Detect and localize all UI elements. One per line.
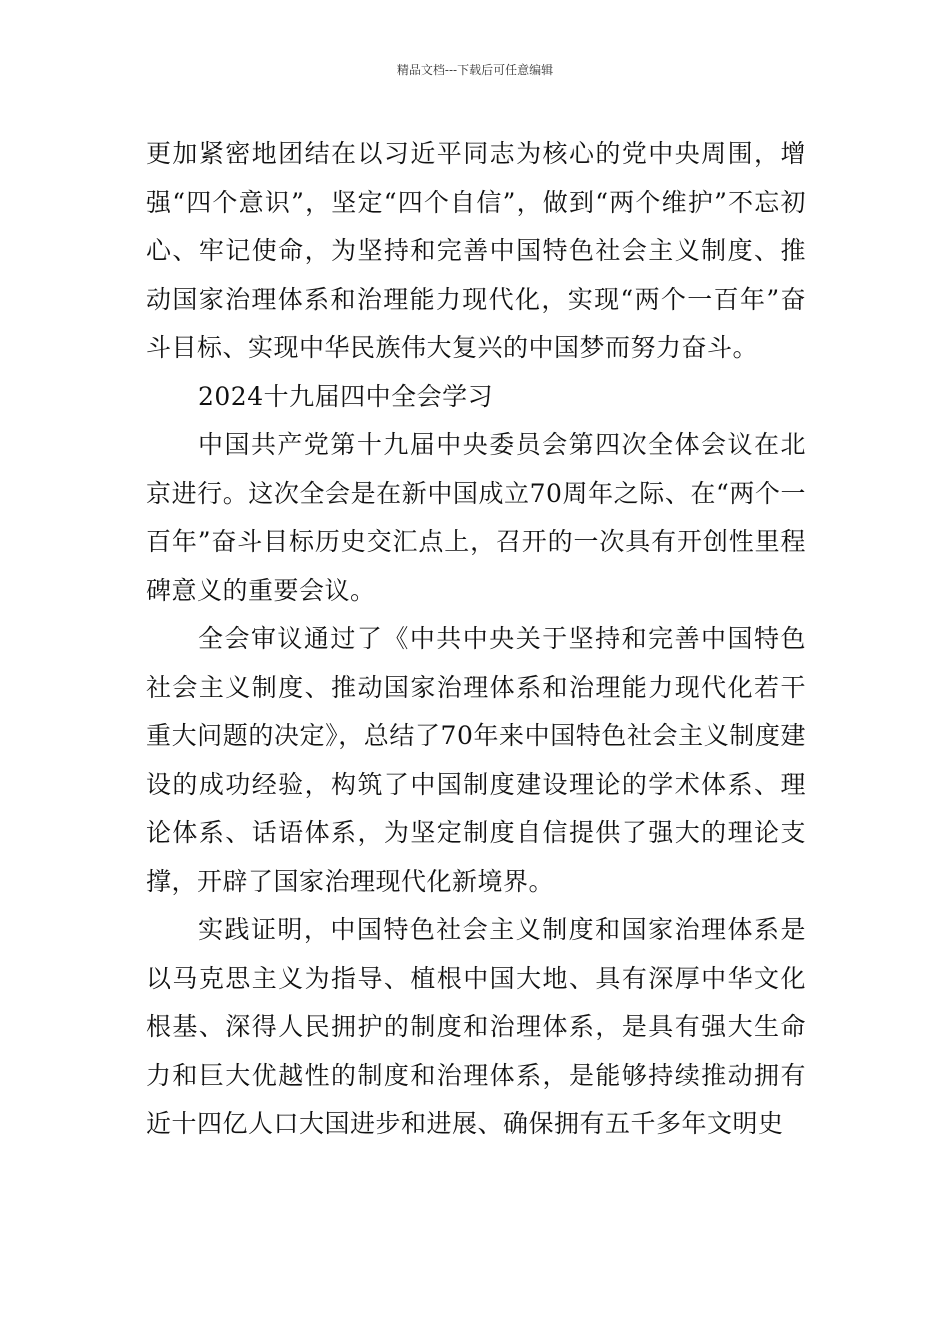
paragraph-continuation: 更加紧密地团结在以习近平同志为核心的党中央周围，增强“四个意识”，坚定“四个自信”，做到“两个维护”不忘初心、牢记使命，为坚持和完善中国特色社会主义制度、推动国家治理体系和治理能力现代化，实现“两个一百年”奋斗目标、实现中华民族伟大复兴的中国梦而努力奋斗。 xyxy=(146,139,806,362)
paragraph-plenary-session: 中国共产党第十九届中央委员会第四次全体会议在北京进行。这次全会是在新中国成立70周年之际、在“两个一百年”奋斗目标历史交汇点上，召开的一次具有开创性里程碑意义的重要会议。 xyxy=(146,430,806,605)
paragraph-decision: 全会审议通过了《中共中央关于坚持和完善中国特色社会主义制度、推动国家治理体系和治理能力现代化若干重大问题的决定》，总结了70年来中国特色社会主义制度建设的成功经验，构筑了中国制度建设理论的学术体系、理论体系、话语体系，为坚定制度自信提供了强大的理论支撑，开辟了国家治理现代化新境界。 xyxy=(146,624,806,896)
section-heading: 2024十九届四中全会学习 xyxy=(198,381,494,411)
document-body xyxy=(146,130,806,1149)
page-header: 精品文档---下载后可任意编辑 xyxy=(396,63,554,77)
paragraph-practice-proves: 实践证明，中国特色社会主义制度和国家治理体系是以马克思主义为指导、植根中国大地、具有深厚中华文化根基、深得人民拥护的制度和治理体系，是具有强大生命力和巨大优越性的制度和治理体系，是能够持续推动拥有近十四亿人口大国进步和进展、确保拥有五千多年文明史 xyxy=(146,915,806,1138)
